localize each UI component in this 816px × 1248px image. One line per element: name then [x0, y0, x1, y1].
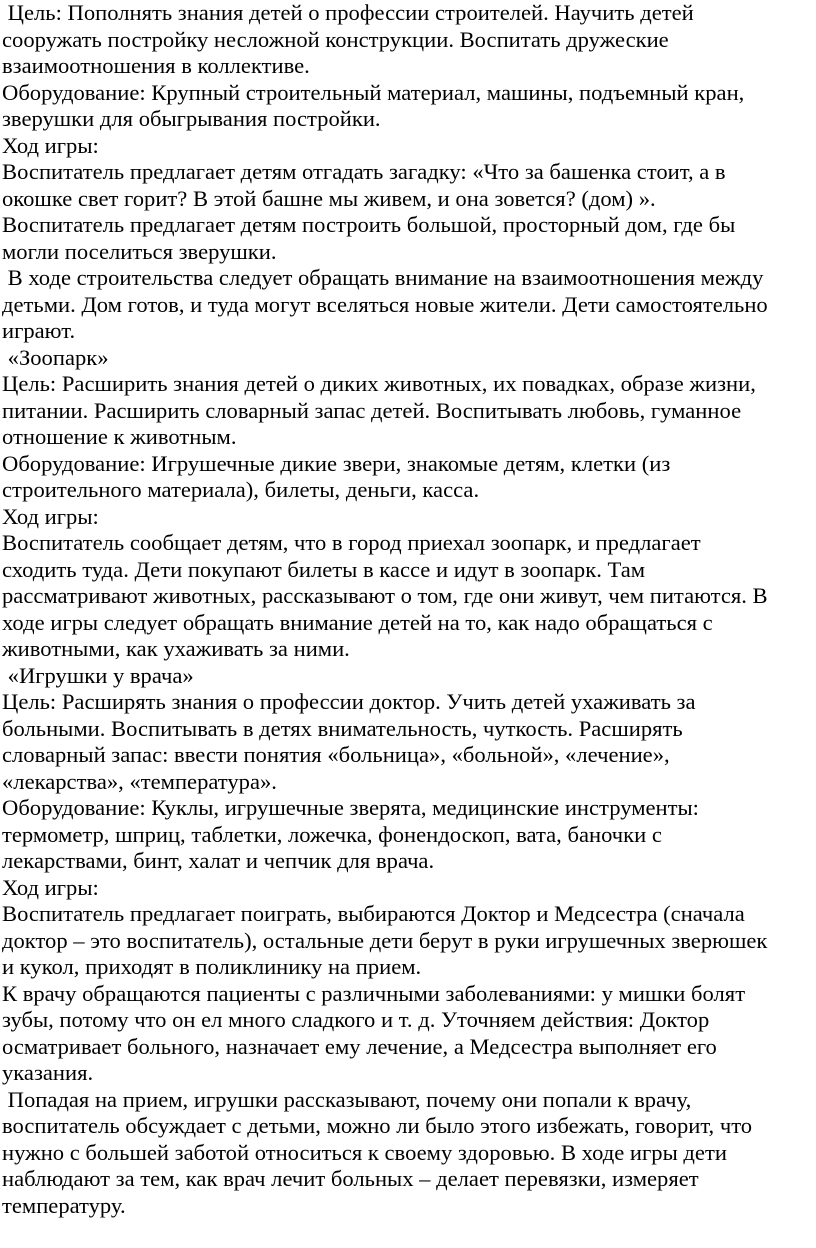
section-heading: «Игрушки у врача» — [2, 662, 194, 688]
text-line: Цель: Расширять знания о профессии доктор. Учить детей ухаживать за — [2, 689, 696, 714]
text-line: термометр, шприц, таблетки, ложечка, фонендоскоп, вата, баночки с — [2, 821, 662, 847]
text-line: больными. Воспитывать в детях внимательность, чуткость. Расширять — [2, 715, 683, 741]
text-line: Цель: Расширить знания детей о диких животных, их повадках, образе жизни, — [2, 371, 756, 396]
text-line: зубы, потому что он ел много сладкого и т. д. Уточняем действия: Доктор — [2, 1007, 710, 1032]
text-line: зверушки для обыгрывания постройки. — [2, 106, 381, 131]
text-line: питании. Расширить словарный запас детей. Воспитывать любовь, гуманное — [2, 397, 742, 423]
text-line: К врачу обращаются пациенты с различными заболеваниями: у мишки болят — [2, 980, 746, 1006]
text-line: Воспитатель предлагает детям построить большой, просторный дом, где бы — [2, 212, 736, 237]
text-line: взаимоотношения в коллективе. — [2, 53, 310, 78]
text-line: словарный запас: ввести понятия «больница», «больной», «лечение», — [2, 742, 670, 767]
text-line: Оборудование: Игрушечные дикие звери, знакомые детям, клетки (из — [2, 450, 671, 476]
text-line: температуру. — [2, 1192, 126, 1218]
text-line: доктор – это воспитатель), остальные дети берут в руки игрушечных зверюшек — [2, 927, 768, 953]
text-line: Воспитатель предлагает детям отгадать загадку: «Что за башенка стоит, а в — [2, 159, 726, 184]
text-line: Цель: Пополнять знания детей о профессии строителей. Научить детей — [2, 0, 694, 25]
text-line: детьми. Дом готов, и туда могут вселяться новые жители. Дети самостоятельно — [2, 291, 768, 317]
text-line: Попадая на прием, игрушки рассказывают, почему они попали к врачу, — [2, 1086, 692, 1112]
text-line: лекарствами, бинт, халат и чепчик для врача. — [2, 848, 435, 873]
text-line: рассматривают животных, рассказывают о том, где они живут, чем питаются. В — [2, 583, 768, 608]
text-line: нужно с большей заботой относиться к своему здоровью. В ходе игры дети — [2, 1139, 727, 1165]
text-line: Ход игры: — [2, 874, 99, 900]
text-line: ходе игры следует обращать внимание детей на то, как надо обращаться с — [2, 609, 713, 635]
text-line: могли поселиться зверушки. — [2, 238, 277, 264]
text-line: сооружать постройку несложной конструкции. Воспитать дружеские — [2, 26, 669, 52]
text-line: Воспитатель сообщает детям, что в город приехал зоопарк, и предлагает — [2, 530, 701, 555]
text-line: Оборудование: Куклы, игрушечные зверята, медицинские инструменты: — [2, 795, 699, 820]
text-line: играют. — [2, 318, 76, 343]
text-line: Ход игры: — [2, 503, 99, 529]
text-line: наблюдают за тем, как врач лечит больных – делает перевязки, измеряет — [2, 1166, 699, 1191]
text-line: Ход игры: — [2, 132, 99, 158]
text-line: окошке свет горит? В этой башне мы живем, и она зовется? (дом) ». — [2, 185, 656, 211]
text-line: осматривает больного, назначает ему лечение, а Медсестра выполняет его — [2, 1033, 717, 1059]
text-line: Воспитатель предлагает поиграть, выбираются Доктор и Медсестра (сначала — [2, 901, 745, 926]
text-line: строительного материала), билеты, деньги, касса. — [2, 477, 480, 502]
text-line: отношение к животным. — [2, 424, 237, 449]
text-line: В ходе строительства следует обращать внимание на взаимоотношения между — [2, 265, 764, 290]
text-line: сходить туда. Дети покупают билеты в кассе и идут в зоопарк. Там — [2, 556, 646, 582]
text-line: и кукол, приходят в поликлинику на прием. — [2, 954, 422, 979]
section-heading: «Зоопарк» — [2, 344, 109, 370]
text-line: воспитатель обсуждает с детьми, можно ли было этого избежать, говорит, что — [2, 1113, 753, 1138]
text-line: указания. — [2, 1060, 94, 1085]
text-line: «лекарства», «температура». — [2, 768, 277, 794]
text-line: животными, как ухаживать за ними. — [2, 636, 350, 661]
text-line: Оборудование: Крупный строительный материал, машины, подъемный кран, — [2, 79, 745, 105]
